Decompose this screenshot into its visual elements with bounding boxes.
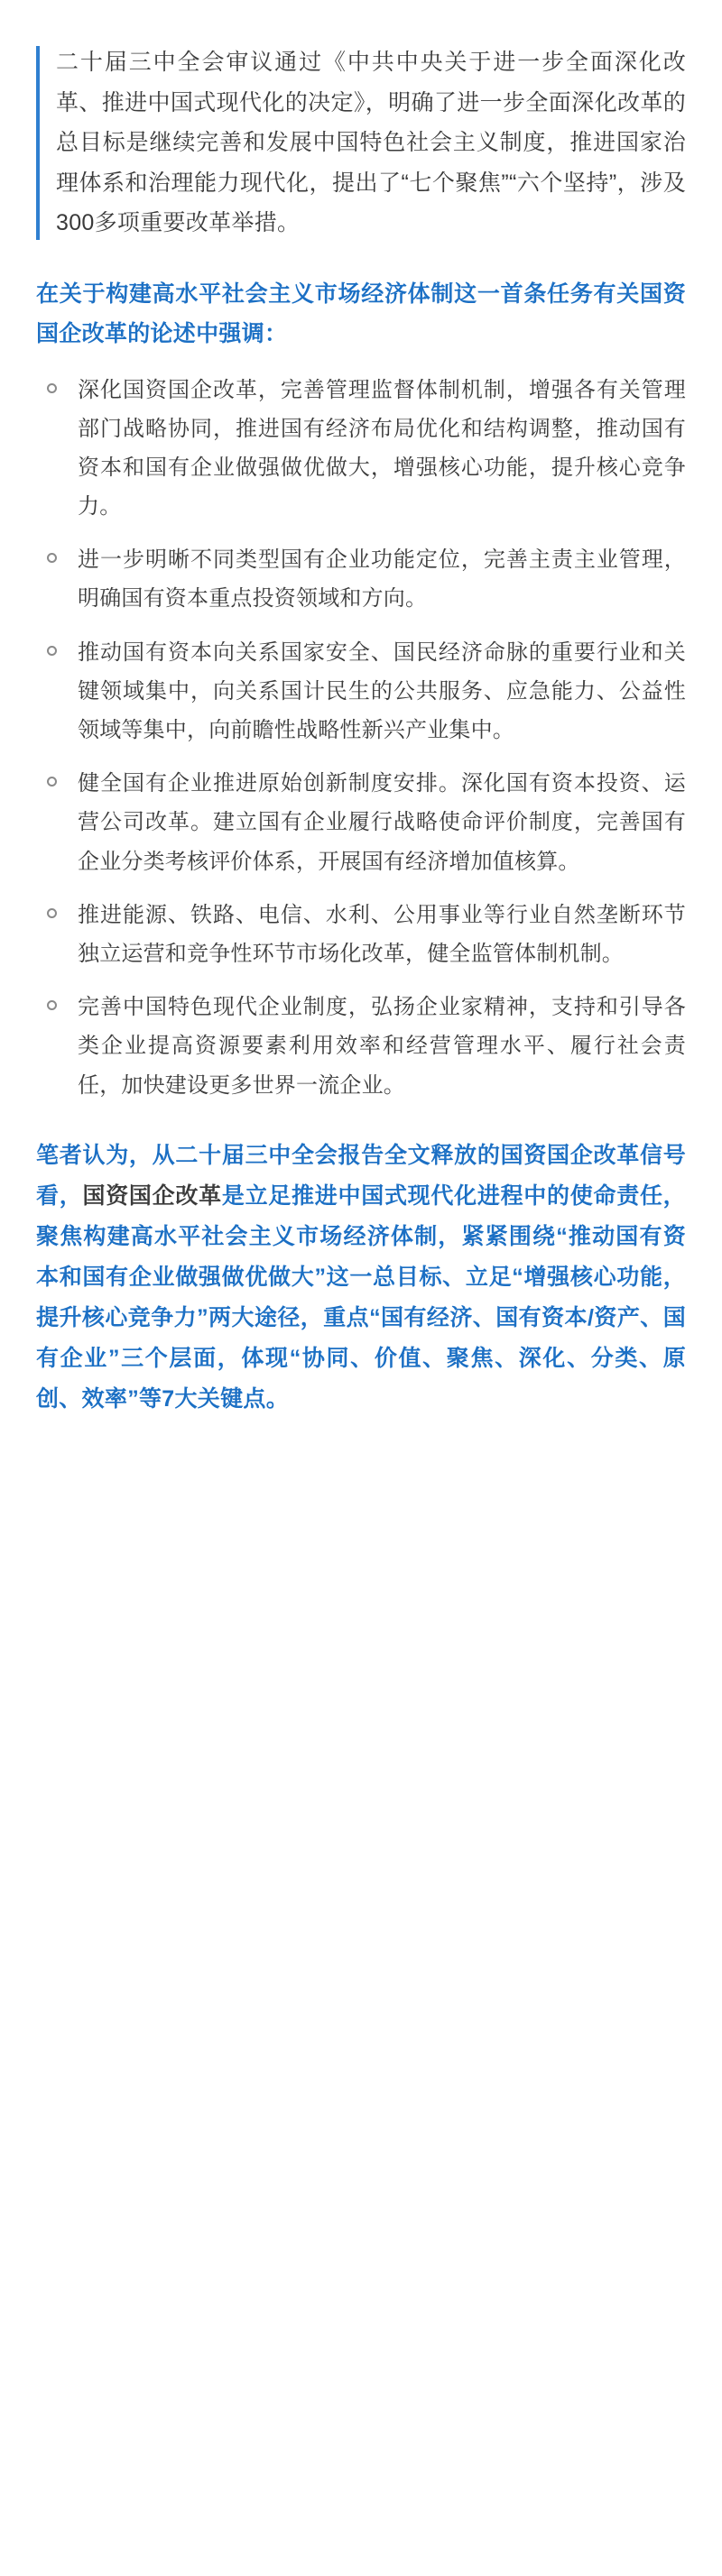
closing-run-emphasis: 国资国企改革: [82, 1182, 222, 1209]
blue-accent-rule: [36, 46, 40, 240]
list-item: [36, 988, 686, 1105]
list-item: [36, 896, 686, 973]
list-item: [36, 540, 686, 618]
closing-run: 体现“协同、价值、聚焦、深化、分类、原创、效率”等7大关键点。: [36, 1345, 687, 1412]
closing-paragraph: [36, 1136, 686, 1420]
policy-bullet-list: [36, 371, 686, 1105]
list-item-text: 深化国资国企改革，完善管理监督体制机制，增强各有关管理部门战略协同，推进国有经济布局优化和结构调整，推动国有资本和国有企业做强做优做大，增强核心功能，提升核心竞争力。: [78, 377, 686, 520]
circle-bullet-icon: [47, 553, 57, 563]
section-heading: 在关于构建高水平社会主义市场经济体制这一首条任务有关国资国企改革的论述中强调：: [36, 281, 686, 346]
list-item: [36, 371, 686, 527]
circle-bullet-icon: [47, 1000, 57, 1010]
circle-bullet-icon: [47, 777, 57, 787]
circle-bullet-icon: [47, 383, 57, 393]
list-item-text: 进一步明晰不同类型国有企业功能定位，完善主责主业管理，明确国有资本重点投资领域和方向。: [78, 547, 686, 612]
closing-run: 笔者认为，从二十届三中全会报告全文释放的国资国企改革信号看，: [36, 1142, 686, 1209]
intro-paragraph: 二十届三中全会审议通过《中共中央关于进一步全面深化改革、推进中国式现代化的决定》，明确了进一步全面深化改革的总目标是继续完善和发展中国特色社会主义制度，推进国家治理体系和治理能力现代化，提出了“七个聚焦”“六个坚持”，涉及300多项重要改革举措。: [56, 50, 686, 235]
list-item-text: 健全国有企业推进原始创新制度安排。深化国有资本投资、运营公司改革。建立国有企业履行战略使命评价制度，完善国有企业分类考核评价体系，开展国有经济增加值核算。: [78, 771, 686, 874]
list-item-text: 完善中国特色现代企业制度，弘扬企业家精神，支持和引导各类企业提高资源要素利用效率和经营管理水平、履行社会责任，加快建设更多世界一流企业。: [78, 995, 686, 1098]
circle-bullet-icon: [47, 646, 57, 656]
circle-bullet-icon: [47, 908, 57, 918]
list-item: [36, 633, 686, 750]
list-item: [36, 764, 686, 881]
closing-run: 是立足推进中国式现代化进程中的使命责任，聚焦构建高水平社会主义市场经济体制，紧紧围绕“推动国有资本和国有企业做强做优做大”这一总目标、立足“增强核心功能，提升核心竞争力”两大途径，重点“国有经济、国有资本/资产、国有企业”三个层面，: [36, 1182, 686, 1371]
list-item-text: 推动国有资本向关系国家安全、国民经济命脉的重要行业和关键领域集中，向关系国计民生的公共服务、应急能力、公益性领域等集中，向前瞻性战略性新兴产业集中。: [78, 639, 686, 742]
list-item-text: 推进能源、铁路、电信、水利、公用事业等行业自然垄断环节独立运营和竞争性环节市场化改革，健全监管体制机制。: [78, 902, 686, 966]
intro-block: [36, 42, 686, 244]
